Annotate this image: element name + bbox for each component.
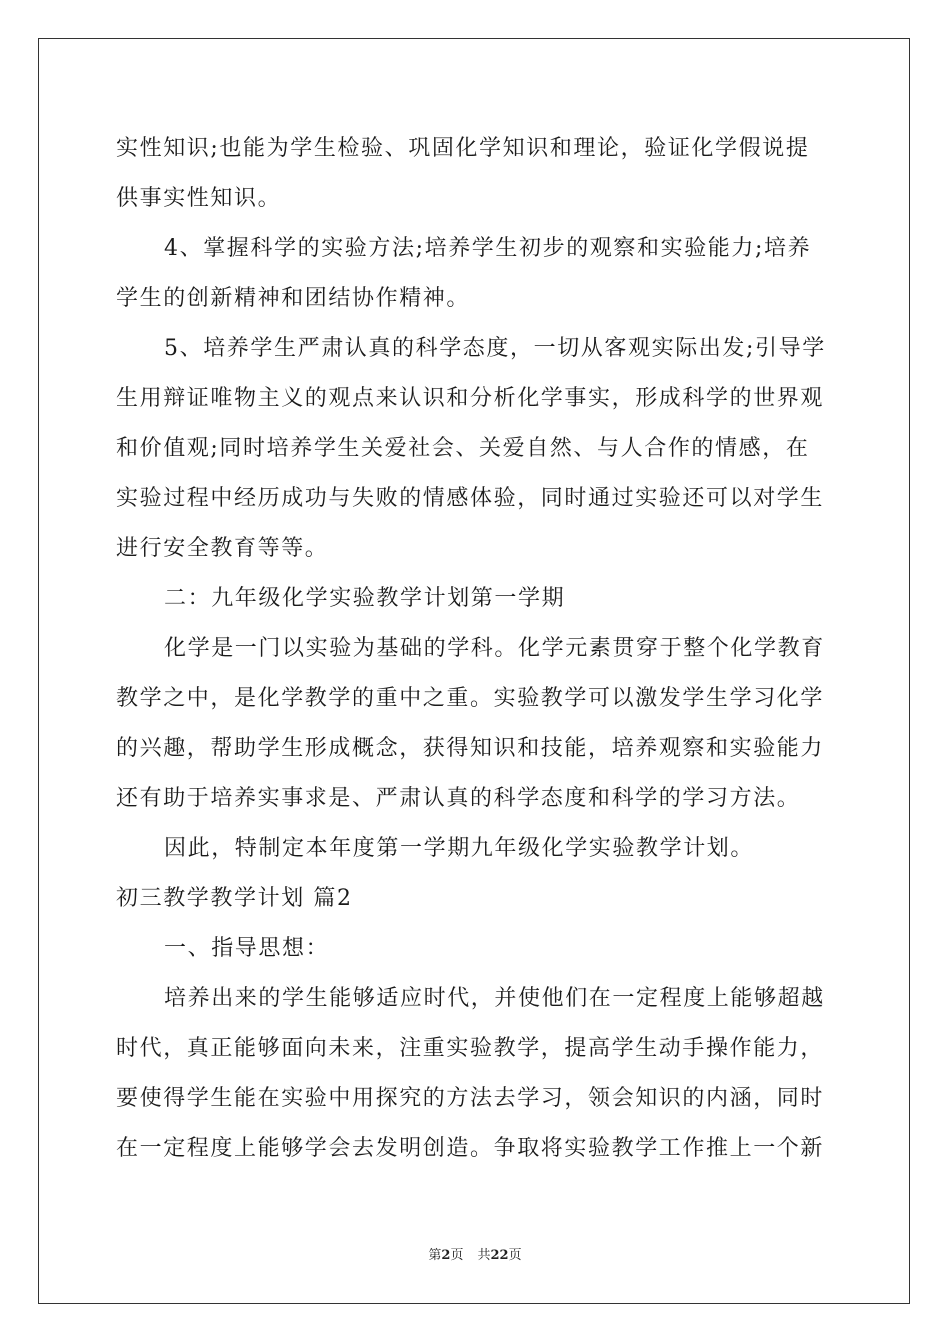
paragraph-line: 学生的创新精神和团结协作精神。 <box>116 286 471 311</box>
paragraph-line: 供事实性知识。 <box>116 186 282 211</box>
paragraph-line: 化学是一门以实验为基础的学科。化学元素贯穿于整个化学教育 <box>164 636 825 661</box>
paragraph-line: 实性知识;也能为学生检验、巩固化学知识和理论，验证化学假说提 <box>116 136 810 161</box>
paragraph-line: 因此，特制定本年度第一学期九年级化学实验教学计划。 <box>164 836 755 861</box>
document-body <box>116 124 836 1174</box>
paragraph-line: 还有助于培养实事求是、严肃认真的科学态度和科学的学习方法。 <box>116 786 801 811</box>
section-heading: 一、指导思想： <box>164 936 330 961</box>
paragraph-line: 要使得学生能在实验中用探究的方法去学习，领会知识的内涵，同时 <box>116 1086 825 1111</box>
paragraph-line: 实验过程中经历成功与失败的情感体验，同时通过实验还可以对学生 <box>116 486 825 511</box>
paragraph-line: 教学之中，是化学教学的重中之重。实验教学可以激发学生学习化学 <box>116 686 825 711</box>
total-suffix: 页 <box>508 1248 522 1263</box>
paragraph-line: 时代，真正能够面向未来，注重实验教学，提高学生动手操作能力， <box>116 1036 825 1061</box>
page-suffix: 页 <box>450 1248 464 1263</box>
article-title: 初三教学教学计划 篇2 <box>116 886 353 911</box>
paragraph-line: 的兴趣，帮助学生形成概念，获得知识和技能，培养观察和实验能力 <box>116 736 825 761</box>
total-pages: 22 <box>490 1248 509 1263</box>
paragraph-line: 在一定程度上能够学会去发明创造。争取将实验教学工作推上一个新 <box>116 1136 825 1161</box>
page-prefix: 第 <box>428 1248 442 1263</box>
section-heading: 二：九年级化学实验教学计划第一学期 <box>164 586 566 611</box>
paragraph-line: 生用辩证唯物主义的观点来认识和分析化学事实，形成科学的世界观 <box>116 386 825 411</box>
paragraph-line: 和价值观;同时培养学生关爱社会、关爱自然、与人合作的情感，在 <box>116 436 810 461</box>
page-number: 2 <box>441 1248 451 1263</box>
page-footer <box>0 1244 950 1263</box>
paragraph-line: 5、培养学生严肃认真的科学态度，一切从客观实际出发;引导学 <box>164 336 826 361</box>
paragraph-line: 4、掌握科学的实验方法;培养学生初步的观察和实验能力;培养 <box>164 236 812 261</box>
paragraph-line: 培养出来的学生能够适应时代，并使他们在一定程度上能够超越 <box>164 986 825 1011</box>
total-prefix: 共 <box>477 1248 491 1263</box>
paragraph-line: 进行安全教育等等。 <box>116 536 329 561</box>
